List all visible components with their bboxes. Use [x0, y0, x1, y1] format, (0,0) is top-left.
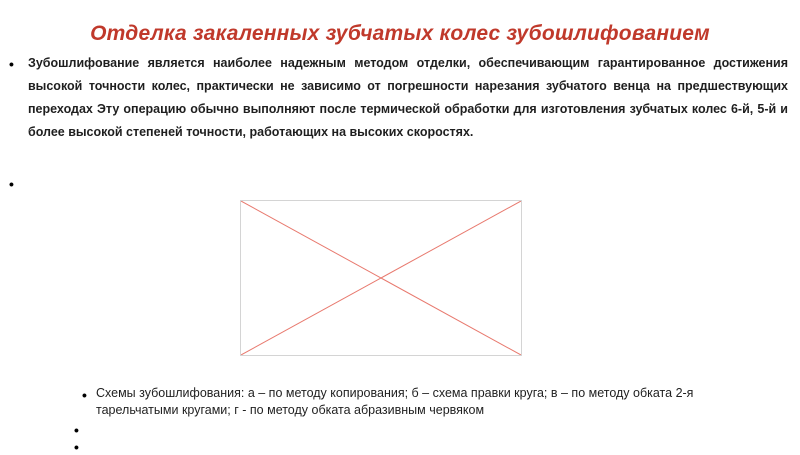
slide-title: Отделка закаленных зубчатых колес зубошлифованием [90, 22, 710, 45]
bullet-icon: • [9, 56, 14, 72]
figure-caption: Схемы зубошлифования: а – по методу копирования; б – схема правки круга; в – по методу обката 2-я тарельчатыми кругами; г - по методу обката абразивным червяком [96, 386, 694, 417]
bullet-icon: • [9, 176, 14, 192]
bullet-icon: • [82, 387, 87, 403]
bullet-icon: • [74, 439, 79, 455]
bullet-icon: • [74, 422, 79, 438]
body-paragraph: Зубошлифование является наиболее надежным методом отделки, обеспечивающим гарантированное достижения высокой точности колес, практически не зависимо от погрешности нарезания зубчатого венца на предшествующих переходах Эту операцию обычно выполняют после термической обработки для изготовления зубчатых колес 6-й, 5-й и более высокой степеней точности, работающих на высоких скоростях. [28, 56, 788, 139]
missing-image-placeholder [240, 200, 522, 356]
broken-image-cross-icon [241, 201, 521, 355]
